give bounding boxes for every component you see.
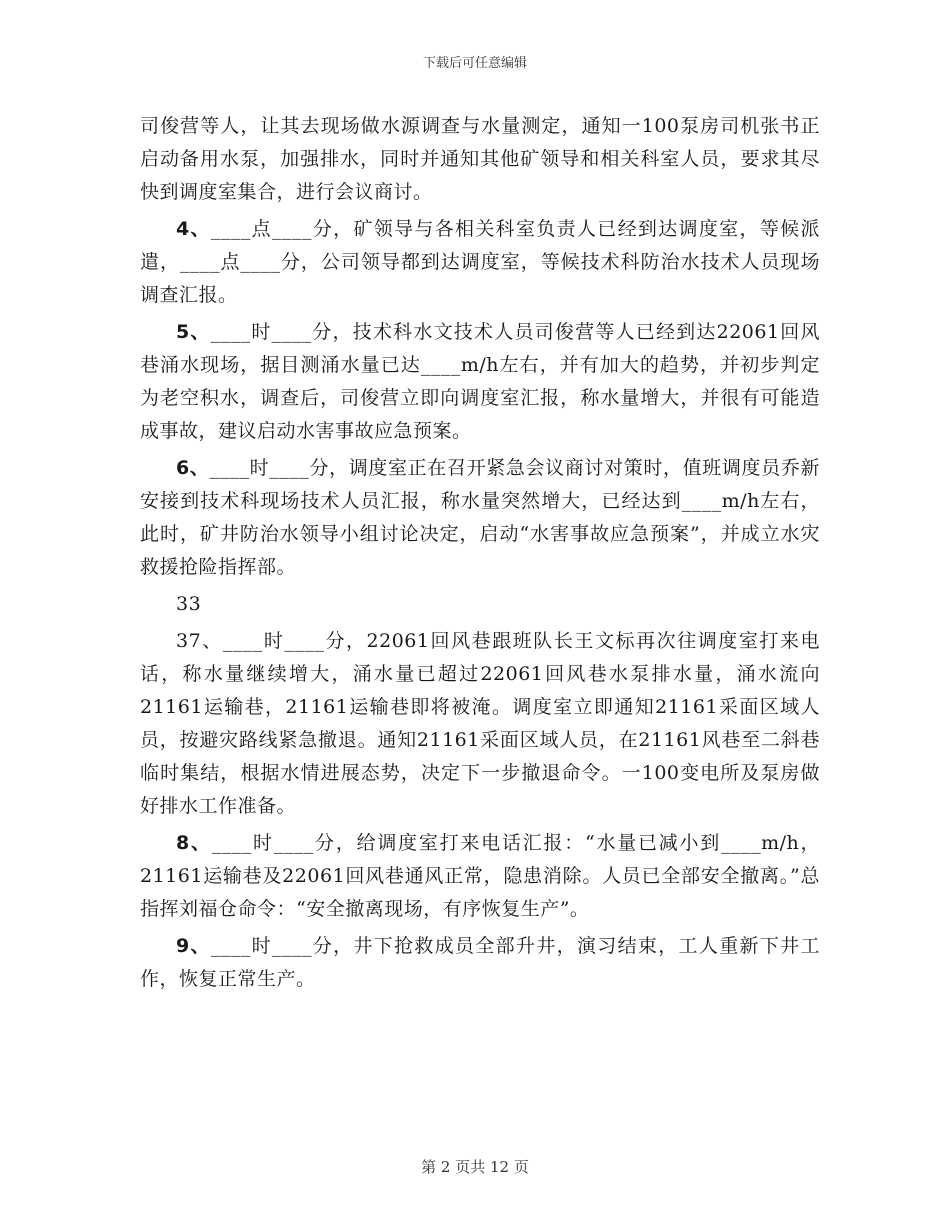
paragraph-text: ____时____分，调度室正在召开紧急会议商讨对策时，值班调度员乔新安接到技术科现场技术人员汇报，称水量突然增大，已经达到____m/h左右，此时，矿井防治水领导小组讨论决定，启动“水害事故应急预案”，并成立水灾救援抢险指挥部。	[140, 457, 820, 578]
paragraph-text: 33	[176, 593, 202, 615]
page-header: 下载后可任意编辑	[422, 56, 527, 71]
paragraph-4	[140, 452, 820, 584]
paragraph-number: 5、	[176, 321, 211, 343]
page-footer: 第 2 页共 12 页	[421, 1158, 529, 1176]
paragraph-number: 6、	[176, 457, 210, 479]
paragraph-3	[140, 316, 820, 448]
paragraph-6	[140, 625, 820, 823]
paragraph-8	[140, 930, 820, 996]
paragraph-text: 司俊营等人，让其去现场做水源调查与水量测定，通知一100泵房司机张书正启动备用水泵，加强排水，同时并通知其他矿领导和相关科室人员，要求其尽快到调度室集合，进行会议商讨。	[140, 115, 820, 203]
paragraph-number: 9、	[176, 935, 211, 957]
paragraph-text: ____时____分，井下抢救成员全部升井，演习结束，工人重新下井工作，恢复正常生产。	[140, 935, 820, 990]
paragraph-number: 4、	[176, 218, 211, 240]
paragraph-2	[140, 213, 820, 312]
paragraph-7	[140, 827, 820, 926]
paragraph-text: ____时____分，给调度室打来电话汇报：“水量已减小到____m/h，21161运输巷及22061回风巷通风正常，隐患消除。人员已全部安全撤离。”总指挥刘福仓命令：“安全撤离现场，有序恢复生产”。	[140, 832, 820, 920]
paragraph-text: ____点____分，矿领导与各相关科室负责人已经到达调度室，等候派遣，____点____分，公司领导都到达调度室，等候技术科防治水技术人员现场调查汇报。	[140, 218, 820, 306]
paragraph-1	[140, 110, 820, 209]
paragraph-number: 8、	[176, 832, 212, 854]
document-body	[140, 110, 820, 1000]
paragraph-5	[140, 588, 820, 621]
paragraph-text: 37、____时____分，22061回风巷跟班队长王文标再次往调度室打来电话，称水量继续增大，涌水量已超过22061回风巷水泵排水量，涌水流向21161运输巷，21161运输巷即将被淹。调度室立即通知21161采面区域人员，按避灾路线紧急撤退。通知21161采面区域人员，在21161风巷至二斜巷临时集结，根据水情进展态势，决定下一步撤退命令。一100变电所及泵房做好排水工作准备。	[140, 630, 820, 817]
paragraph-text: ____时____分，技术科水文技术人员司俊营等人已经到达22061回风巷涌水现场，据目测涌水量已达____m/h左右，并有加大的趋势，并初步判定为老空积水，调查后，司俊营立即向调度室汇报，称水量增大，并很有可能造成事故，建议启动水害事故应急预案。	[140, 321, 820, 442]
